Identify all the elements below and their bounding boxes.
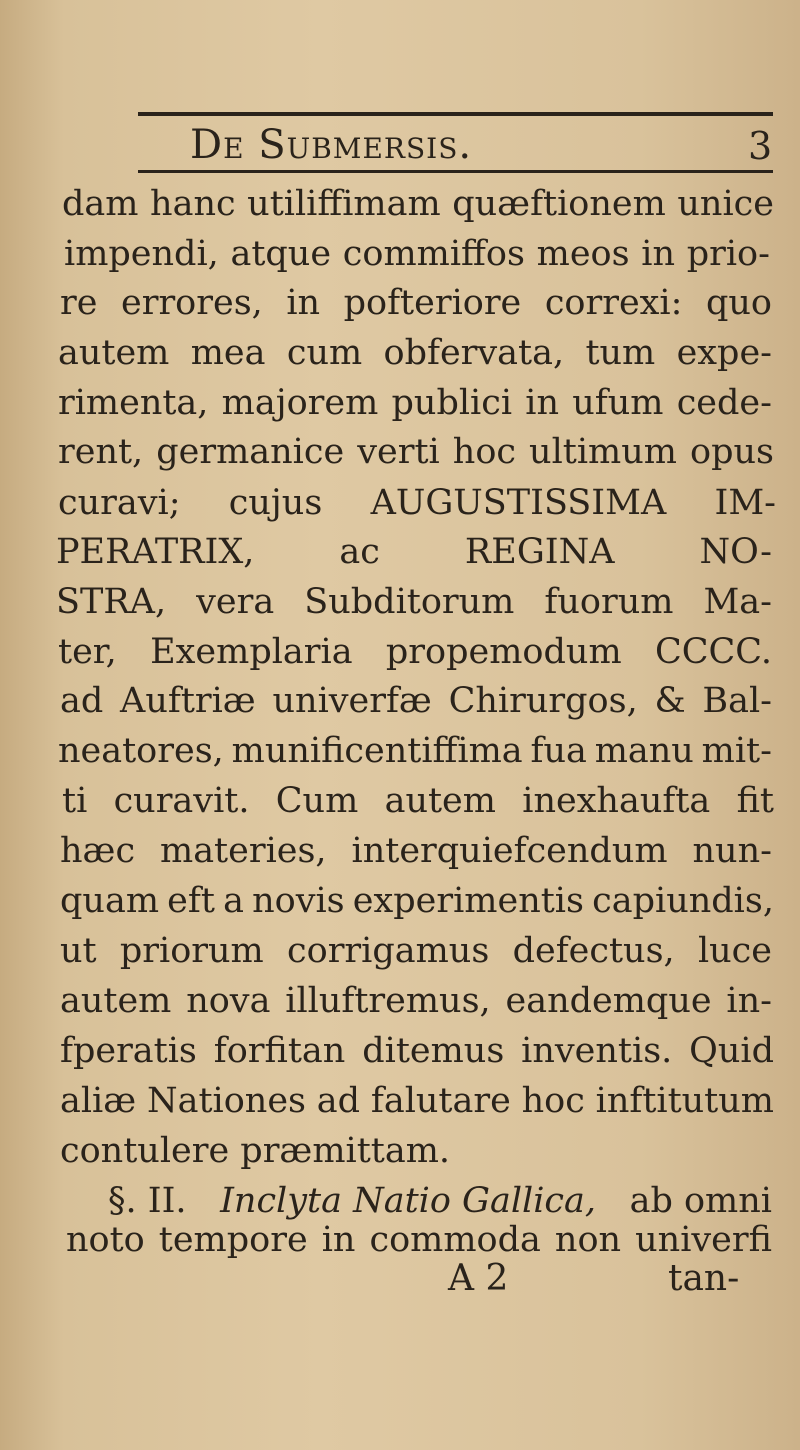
text-line (60, 829, 772, 873)
word: opus (690, 432, 774, 472)
word: interquiefcendum (351, 831, 668, 871)
word: quæftionem (452, 184, 666, 224)
text-line (62, 182, 774, 226)
word: utiliffimam (247, 184, 441, 224)
word: IM- (714, 483, 776, 523)
text-line (60, 281, 772, 325)
text-line (58, 331, 772, 375)
word: in (641, 234, 676, 274)
word: in (525, 383, 560, 423)
word: illuftremus, (285, 981, 491, 1021)
word: Nationes (146, 1081, 306, 1121)
text-line (60, 1079, 774, 1123)
word: univerfæ (272, 681, 432, 721)
text-line: contulere præmittam. (60, 1131, 451, 1171)
page-number: 3 (748, 124, 773, 168)
word: rimenta, (58, 383, 209, 423)
word: in (321, 1220, 356, 1260)
word: atque (230, 234, 332, 274)
word: germanice (156, 432, 345, 472)
text-line (58, 630, 772, 674)
word: impendi, (64, 234, 219, 274)
catchword: tan- (668, 1258, 740, 1299)
word: pofteriore (343, 283, 522, 323)
text-line (66, 1218, 772, 1262)
word: inftitutum (595, 1081, 774, 1121)
word: experimentis (352, 881, 584, 921)
word: prio- (686, 234, 770, 274)
word: cede- (676, 383, 772, 423)
word: ufum (572, 383, 664, 423)
word: hæc (60, 831, 136, 871)
word: fperatis (60, 1031, 197, 1071)
word: propemodum (385, 632, 622, 672)
text-line (58, 481, 776, 525)
word: manu (594, 731, 694, 771)
word: hoc (521, 1081, 585, 1121)
word: fua (530, 731, 587, 771)
text-line (60, 979, 772, 1023)
word: mit- (701, 731, 772, 771)
word: PERATRIX, (56, 532, 255, 572)
text-line (60, 1029, 774, 1073)
word: fit (736, 781, 774, 821)
word: cujus (228, 483, 323, 523)
word: inventis. (521, 1031, 673, 1071)
word: falutare (370, 1081, 511, 1121)
word: correxi: (544, 283, 683, 323)
word: corrigamus (287, 931, 490, 971)
word: aliæ (60, 1081, 137, 1121)
word: verti (357, 432, 440, 472)
word: eft (167, 881, 215, 921)
word: commoda (369, 1220, 541, 1260)
word: ditemus (362, 1031, 505, 1071)
word: a (223, 881, 244, 921)
word: capiundis, (592, 881, 774, 921)
word: NO- (699, 532, 772, 572)
word: cum (286, 333, 363, 373)
word: in- (726, 981, 772, 1021)
word: meos (536, 234, 630, 274)
word: Subditorum (304, 582, 515, 622)
word: autem (60, 981, 172, 1021)
word: hoc (452, 432, 516, 472)
word: Quid (689, 1031, 774, 1071)
word: tum (585, 333, 656, 373)
word: novis (252, 881, 345, 921)
word: noto (66, 1220, 145, 1260)
text-line (64, 232, 770, 276)
text-line (60, 679, 772, 723)
word: Cum (275, 781, 359, 821)
word: autem (384, 781, 496, 821)
word: luce (697, 931, 772, 971)
word: STRA, (56, 582, 167, 622)
word: munificentiffima (231, 731, 523, 771)
word: curavi; (58, 483, 181, 523)
word: majorem (221, 383, 379, 423)
word: quo (705, 283, 772, 323)
word: unice (677, 184, 774, 224)
word: inexhaufta (522, 781, 711, 821)
text-line (60, 929, 772, 973)
word: neatores, (58, 731, 224, 771)
word: re (60, 283, 98, 323)
word: Chirurgos, (448, 681, 638, 721)
running-head: De Submersis. (190, 122, 473, 168)
section-number: §. II. (108, 1181, 187, 1221)
text-line (58, 430, 774, 474)
text-line (58, 729, 772, 773)
word: eandemque (505, 981, 712, 1021)
word: defectus, (512, 931, 675, 971)
signature-mark: A 2 (448, 1258, 509, 1299)
word: non (554, 1220, 622, 1260)
word: AUGUSTISSIMA (370, 483, 667, 523)
word: ad (316, 1081, 361, 1121)
word: REGINA (464, 532, 615, 572)
word: CCCC. (654, 632, 772, 672)
text-line (58, 381, 772, 425)
word: ac (339, 532, 380, 572)
word: hanc (150, 184, 236, 224)
word: quam (60, 881, 160, 921)
word: dam (62, 184, 139, 224)
word: errores, (121, 283, 263, 323)
word: Auftriæ (120, 681, 256, 721)
word: nun- (692, 831, 772, 871)
word: mea (190, 333, 266, 373)
word: vera (196, 582, 275, 622)
word: fuorum (544, 582, 674, 622)
word: curavit. (113, 781, 250, 821)
word: expe- (676, 333, 772, 373)
text-line (56, 530, 772, 574)
word: Ma- (703, 582, 772, 622)
word: commiffos (342, 234, 525, 274)
text-line (62, 779, 774, 823)
section-rest: ab omni (629, 1181, 772, 1221)
word: ultimum (529, 432, 677, 472)
word: publici (391, 383, 513, 423)
word: univerfi (635, 1220, 772, 1260)
word: in (286, 283, 321, 323)
word: ter, (58, 632, 117, 672)
word: & (654, 681, 686, 721)
word: ti (62, 781, 88, 821)
word: ut (60, 931, 97, 971)
word: priorum (119, 931, 264, 971)
word: ad (60, 681, 104, 721)
section-italic-text: Inclyta Natio Gallica, (220, 1181, 597, 1221)
word: tempore (158, 1220, 308, 1260)
text-line (60, 879, 774, 923)
word: nova (186, 981, 271, 1021)
word: Bal- (702, 681, 772, 721)
section-line (108, 1179, 772, 1223)
word: Exemplaria (150, 632, 353, 672)
word: materies, (160, 831, 327, 871)
word: autem (58, 333, 170, 373)
word: rent, (58, 432, 144, 472)
text-line (56, 580, 772, 624)
word: obfervata, (383, 333, 565, 373)
word: forfitan (213, 1031, 346, 1071)
